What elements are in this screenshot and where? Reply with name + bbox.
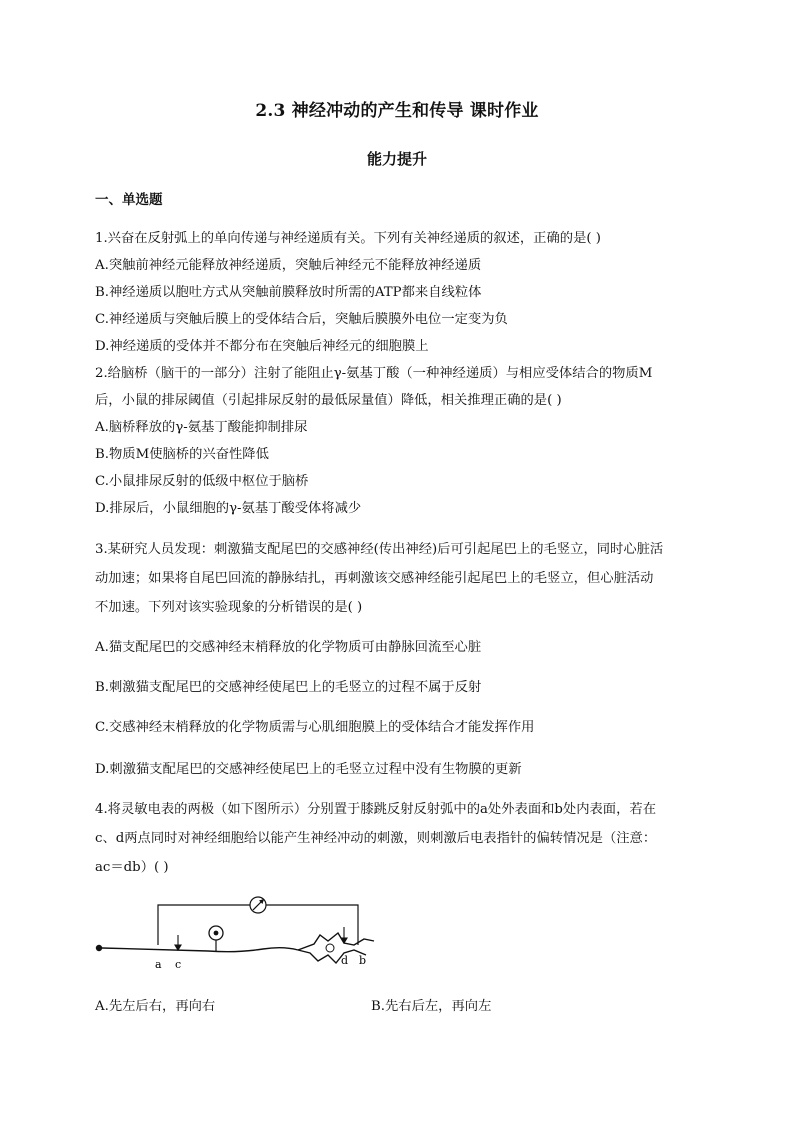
q1-option-c: C.神经递质与突触后膜上的受体结合后，突触后膜膜外电位一定变为负 bbox=[95, 312, 508, 327]
document-title: 2.3 神经冲动的产生和传导 课时作业 bbox=[255, 101, 539, 121]
q2-option-a: A.脑桥释放的γ-氨基丁酸能抑制排尿 bbox=[95, 420, 308, 435]
figure-label-c: c bbox=[175, 958, 182, 971]
q3-stem-line3: 不加速。下列对该实验现象的分析错误的是( ) bbox=[95, 600, 363, 615]
q3-option-d: D.刺激猫支配尾巴的交感神经使尾巴上的毛竖立过程中没有生物膜的更新 bbox=[95, 762, 522, 777]
q4-option-b: B.先右后左，再向左 bbox=[371, 999, 492, 1014]
section-heading: 一、单选题 bbox=[95, 192, 163, 208]
q4-stem-line3: ac＝db）( ) bbox=[95, 860, 169, 875]
q3-option-c: C.交感神经末梢释放的化学物质需与心肌细胞膜上的受体结合才能发挥作用 bbox=[95, 720, 535, 735]
nerve-fiber bbox=[96, 933, 374, 963]
q2-option-c: C.小鼠排尿反射的低级中枢位于脑桥 bbox=[95, 474, 309, 489]
q4-stem-line1: 4.将灵敏电表的两极（如下图所示）分别置于膝跳反射反射弧中的a处外表面和b处内表面，若在 bbox=[95, 802, 656, 817]
nerve-galvanometer-figure bbox=[88, 893, 388, 973]
figure-label-d: d bbox=[341, 954, 349, 967]
figure-label-b: b bbox=[359, 954, 367, 967]
q4-stem-line2: c、d两点同时对神经细胞给以能产生神经冲动的刺激，则刺激后电表指针的偏转情况是（注意： bbox=[95, 831, 657, 846]
q2-stem-line2: 后，小鼠的排尿阈值（引起排尿反射的最低尿量值）降低，相关推理正确的是( ) bbox=[95, 393, 562, 408]
q1-option-a: A.突触前神经元能释放神经递质，突触后神经元不能释放神经递质 bbox=[95, 258, 482, 273]
q4-option-a: A.先左后右，再向右 bbox=[95, 999, 216, 1014]
q3-option-a: A.猫支配尾巴的交感神经末梢释放的化学物质可由静脉回流至心脏 bbox=[95, 640, 482, 655]
galvanometer-icon bbox=[250, 897, 266, 913]
q3-stem-line2: 动加速；如果将自尾巴回流的静脉结扎，再刺激该交感神经能引起尾巴上的毛竖立，但心脏活动 bbox=[95, 571, 654, 586]
electrode-icon bbox=[209, 926, 223, 951]
figure-label-a: a bbox=[155, 958, 162, 971]
q3-option-b: B.刺激猫支配尾巴的交感神经使尾巴上的毛竖立的过程不属于反射 bbox=[95, 680, 482, 695]
q3-stem-line1: 3.某研究人员发现：刺激猫支配尾巴的交感神经(传出神经)后可引起尾巴上的毛竖立，同时心脏活 bbox=[95, 542, 664, 557]
q2-option-d: D.排尿后，小鼠细胞的γ-氨基丁酸受体将减少 bbox=[95, 501, 362, 516]
q2-stem-line1: 2.给脑桥（脑干的一部分）注射了能阻止γ-氨基丁酸（一种神经递质）与相应受体结合的物质M bbox=[95, 366, 653, 381]
q1-option-b: B.神经递质以胞吐方式从突触前膜释放时所需的ATP都来自线粒体 bbox=[95, 285, 482, 300]
document-subtitle: 能力提升 bbox=[366, 150, 427, 168]
stimulus-arrow-c bbox=[175, 935, 181, 950]
q2-option-b: B.物质M使脑桥的兴奋性降低 bbox=[95, 447, 269, 462]
q1-option-d: D.神经递质的受体并不都分布在突触后神经元的细胞膜上 bbox=[95, 339, 429, 354]
q1-stem: 1.兴奋在反射弧上的单向传递与神经递质有关。下列有关神经递质的叙述，正确的是( ) bbox=[95, 231, 601, 246]
